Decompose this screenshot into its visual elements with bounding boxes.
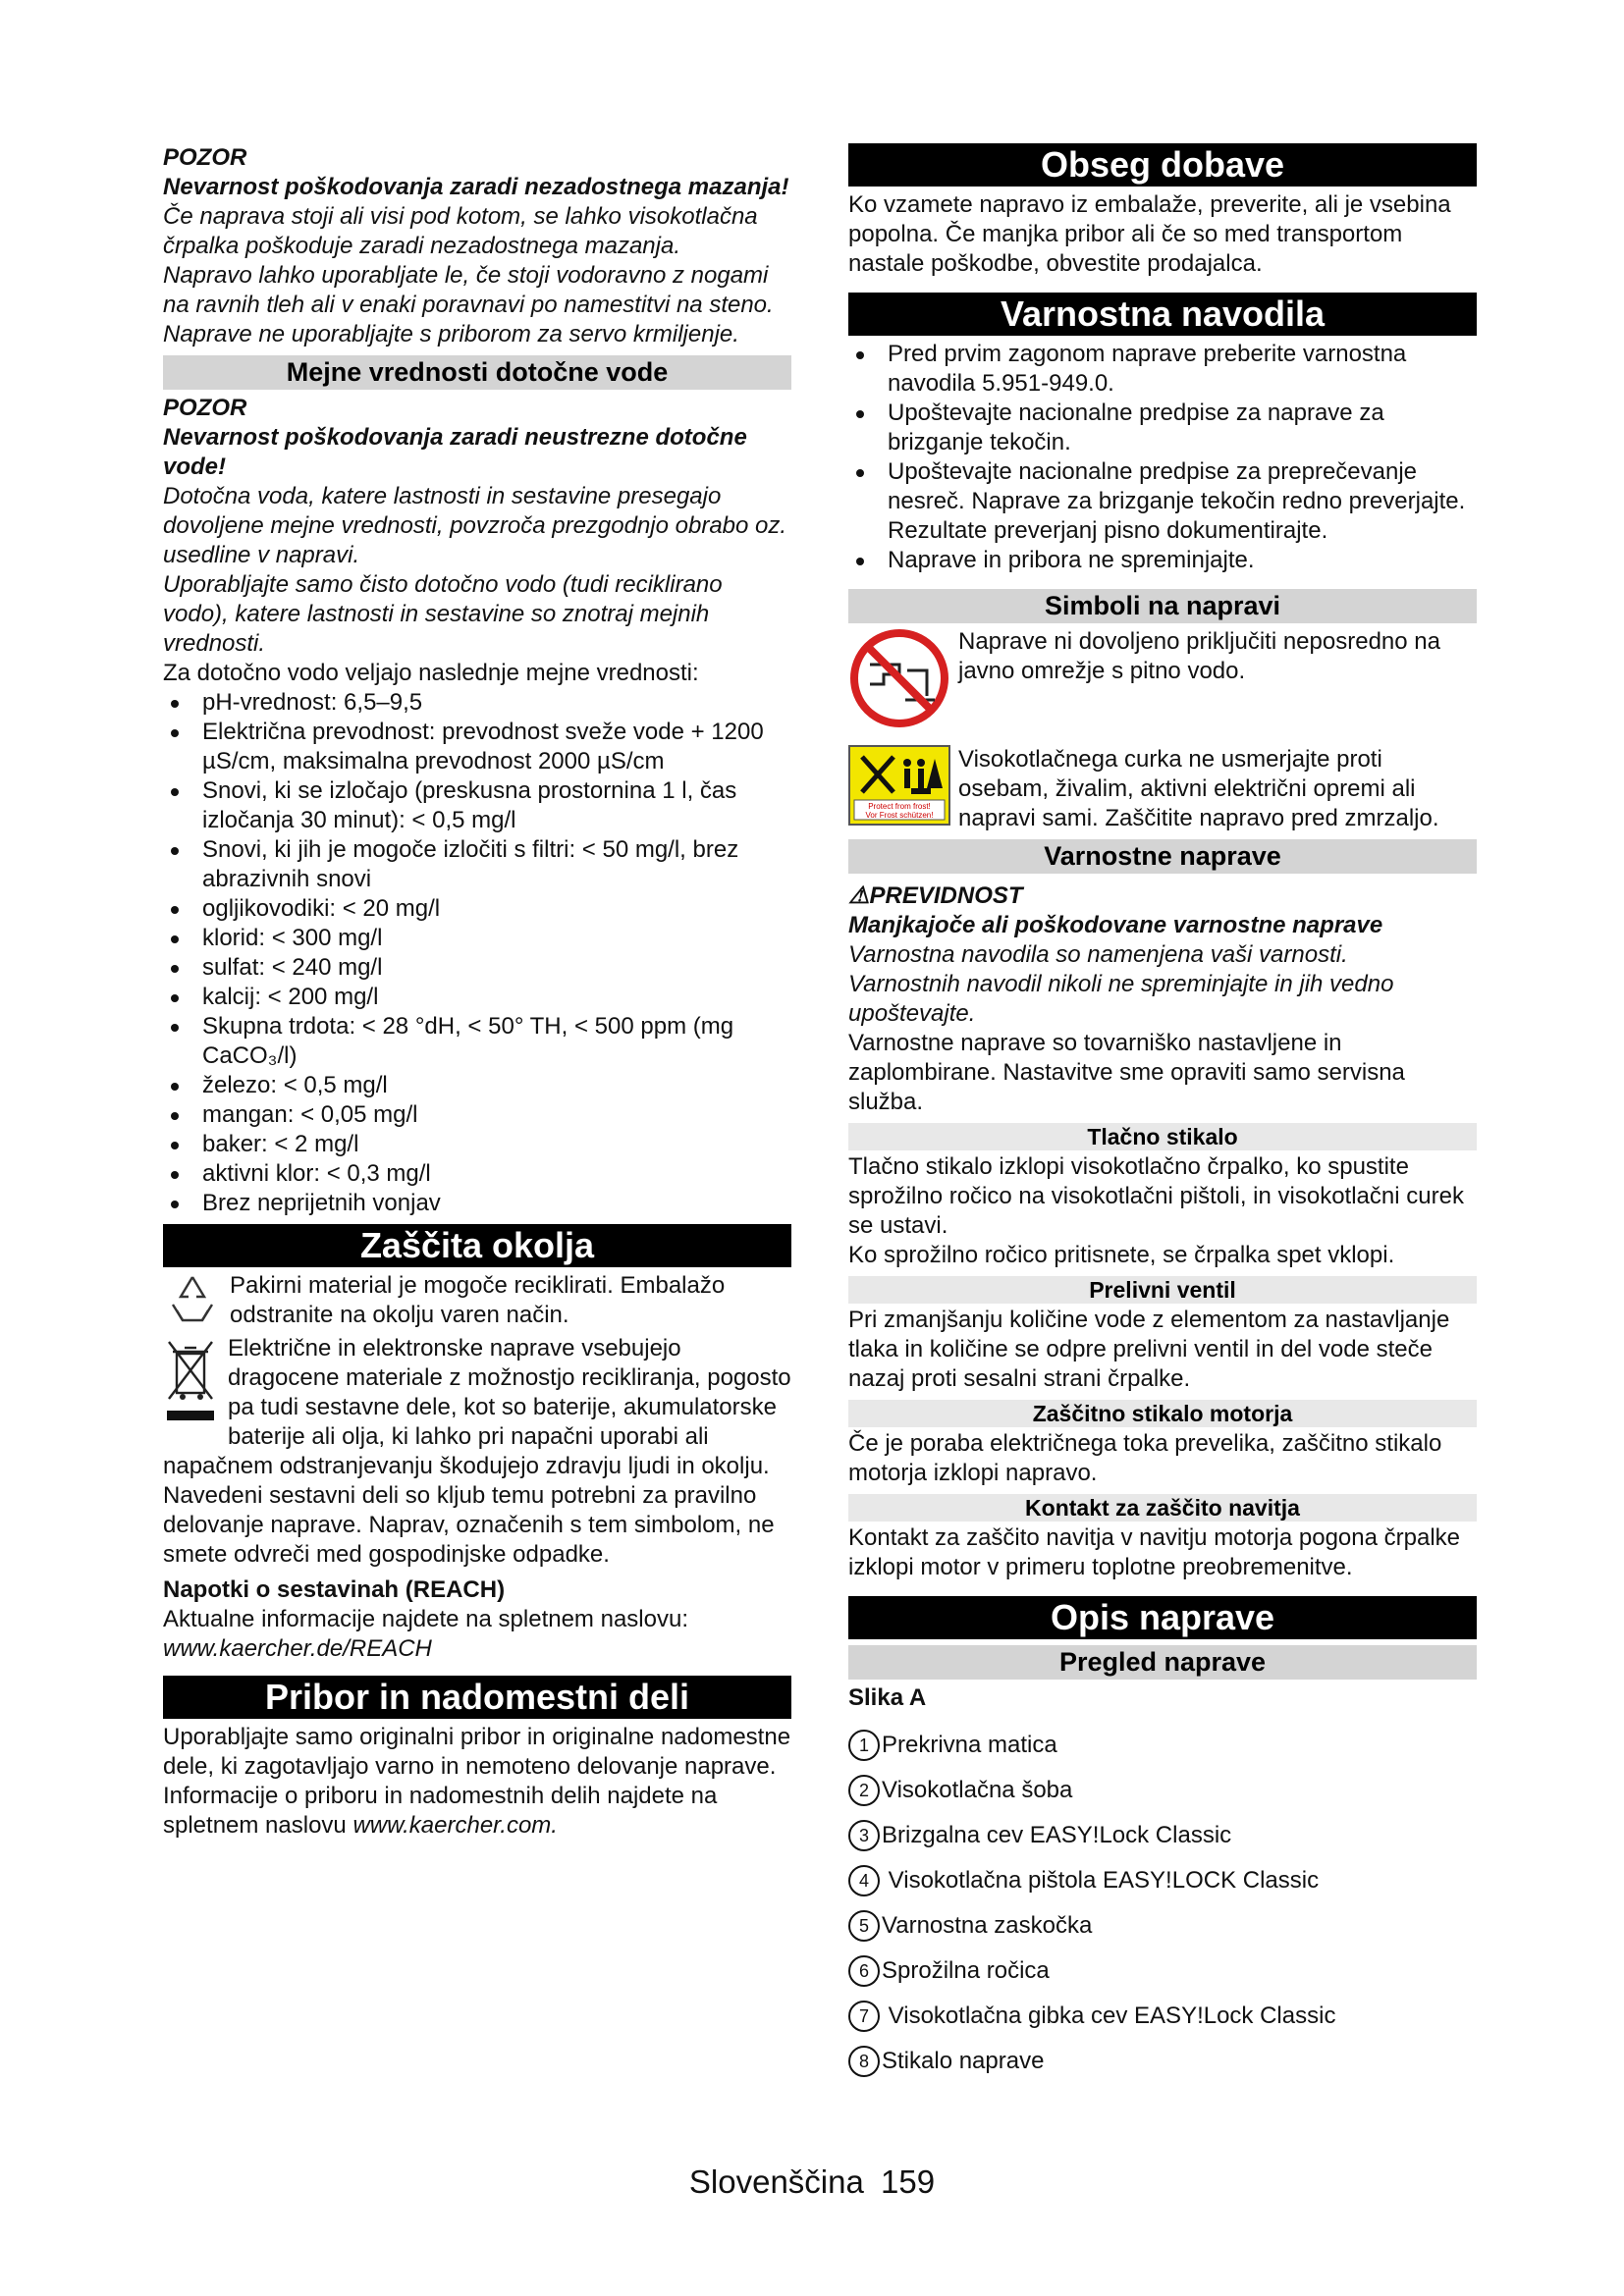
subheading-motor-switch: Zaščitno stikalo motorja bbox=[848, 1400, 1477, 1427]
legend-item bbox=[848, 1903, 1477, 1949]
pressure-switch-text: Tlačno stikalo izklopi visokotlačno črpalko, ko spustite sprožilno ročico na visokotlačni pištoli, in visokotlačni curek se ustavi. bbox=[848, 1153, 1464, 1239]
subheading-winding-contact: Kontakt za zaščito navitja bbox=[848, 1494, 1477, 1522]
callout-number: 2 bbox=[848, 1775, 880, 1806]
callout-number: 7 bbox=[848, 2001, 880, 2032]
legend-item bbox=[848, 1813, 1477, 1858]
legend-label: Brizgalna cev EASY!Lock Classic bbox=[882, 1822, 1232, 1848]
list-item: Električna prevodnost: prevodnost sveže vode + 1200 µS/cm, maksimalna prevodnost 2000 µS/cm bbox=[163, 718, 791, 776]
caution-line: Naprave ne uporabljajte s priborom za servo krmiljenje. bbox=[163, 321, 739, 347]
frost-label: Vor Frost schützen! bbox=[865, 811, 934, 820]
list-item: baker: < 2 mg/l bbox=[163, 1130, 791, 1159]
legend-label: Varnostna zaskočka bbox=[882, 1912, 1093, 1939]
list-item: Upoštevajte nacionalne predpise za naprave za brizganje tekočin. bbox=[848, 399, 1477, 457]
list-item: železo: < 0,5 mg/l bbox=[163, 1071, 791, 1100]
accessories-text: Uporabljajte samo originalni pribor in originalne nadomestne dele, ki zagotavljajo varno in nemoteno delovanje naprave. bbox=[163, 1724, 791, 1780]
caution-label: POZOR bbox=[163, 395, 247, 421]
legend-label: Sprožilna ročica bbox=[882, 1957, 1050, 1984]
list-item: Pred prvim zagonom naprave preberite varnostna navodila 5.951-949.0. bbox=[848, 340, 1477, 399]
section-heading-devices: Varnostne naprave bbox=[848, 839, 1477, 874]
list-item: Skupna trdota: < 28 °dH, < 50° TH, < 500 ppm (mg CaCO₃/l) bbox=[163, 1012, 791, 1071]
legend-item bbox=[848, 2039, 1477, 2084]
accessories-info: Informacije o priboru in nadomestnih delih najdete na spletnem naslovu bbox=[163, 1783, 718, 1839]
section-heading-safety: Varnostna navodila bbox=[848, 293, 1477, 336]
warning-label: ⚠PREVIDNOST bbox=[848, 882, 1023, 909]
section-heading-accessories: Pribor in nadomestni deli bbox=[163, 1676, 791, 1719]
legend-item bbox=[848, 1994, 1477, 2039]
no-drinking-water-icon bbox=[848, 627, 950, 737]
accessories-text bbox=[163, 1782, 791, 1841]
list-item: sulfat: < 240 mg/l bbox=[163, 953, 791, 983]
left-column bbox=[163, 143, 791, 1841]
winding-text: Kontakt za zaščito navitja v navitju motorja pogona črpalke izklopi motor v primeru toplotne preobremenitve. bbox=[848, 1524, 1461, 1580]
jet-warning-icon bbox=[848, 745, 950, 833]
overflow-text: Pri zmanjšanju količine vode z elementom za nastavljanje tlaka in količine se odpre prelivni ventil in del vode steče nazaj proti sesalni strani črpalke. bbox=[848, 1307, 1450, 1392]
section-heading-symbols: Simboli na napravi bbox=[848, 589, 1477, 623]
warning-title: Manjkajoče ali poškodovane varnostne naprave bbox=[848, 912, 1383, 938]
safety-list bbox=[848, 340, 1477, 575]
list-item: Upoštevajte nacionalne predpise za preprečevanje nesreč. Naprave za brizganje tekočin redno preverjajte. Rezultate preverjanj pisno dokumentirajte. bbox=[848, 457, 1477, 546]
frost-label: Protect from frost! bbox=[868, 802, 931, 811]
list-item: ogljikovodiki: < 20 mg/l bbox=[163, 894, 791, 924]
legend-item bbox=[848, 1768, 1477, 1813]
recycle-text: Pakirni material je mogoče reciklirati. Embalažo odstranite na okolju varen način. bbox=[230, 1272, 726, 1328]
section-heading-description: Opis naprave bbox=[848, 1596, 1477, 1639]
weee-text: Električne in elektronske naprave vsebujejo dragocene materiale z možnostjo recikliranja, pogosto pa tudi sestavne dele, kot so baterije, akumulatorske baterije ali olja, ki lahko pri napačni uporabi ali napačnem odstranjevanju škodujejo zdravju ljudi in okolju. Navedeni sestavni deli so kljub temu potrebni za pravilno delovanje naprave. Naprav, označenih s tem simbolom, ne smete odvreči med gospodinjske odpadke. bbox=[163, 1335, 791, 1568]
callout-number: 8 bbox=[848, 2046, 880, 2077]
caution-title: Nevarnost poškodovanja zaradi nezadostnega mazanja! bbox=[163, 174, 789, 200]
symbol-text: Visokotlačnega curka ne usmerjajte proti osebam, živalim, aktivni električni opremi ali napravi sami. Zaščitite napravo pred zmrzaljo. bbox=[958, 746, 1439, 831]
water-intro: Za dotočno vodo veljajo naslednje mejne vrednosti: bbox=[163, 660, 699, 686]
water-note: Dotočna voda, katere lastnosti in sestavine presegajo dovoljene mejne vrednosti, povzroča prezgodnjo obrabo oz. usedline v napravi. bbox=[163, 483, 787, 568]
callout-number: 6 bbox=[848, 1955, 880, 1987]
section-heading-water-limits: Mejne vrednosti dotočne vode bbox=[163, 355, 791, 390]
page-footer bbox=[0, 2163, 1624, 2202]
caution-label: POZOR bbox=[163, 144, 247, 171]
callout-number: 5 bbox=[848, 1910, 880, 1942]
motor-text: Če je poraba električnega toka prevelika, zaščitno stikalo motorja izklopi napravo. bbox=[848, 1430, 1442, 1486]
devices-text: Varnostne naprave so tovarniško nastavljene in zaplombirane. Nastavitve sme opraviti samo servisna služba. bbox=[848, 1030, 1405, 1115]
caution-line: Napravo lahko uporabljate le, če stoji vodoravno z nogami na ravnih tleh ali v enaki poravnavi po namestitvi na steno. bbox=[163, 262, 774, 318]
reach-link[interactable]: www.kaercher.de/REACH bbox=[163, 1635, 432, 1662]
list-item: pH-vrednost: 6,5–9,5 bbox=[163, 688, 791, 718]
callout-number: 1 bbox=[848, 1730, 880, 1761]
legend-item bbox=[848, 1858, 1477, 1903]
list-item: Snovi, ki se izločajo (preskusna prostornina 1 l, čas izločanja 30 minut): < 0,5 mg/l bbox=[163, 776, 791, 835]
parts-legend bbox=[848, 1723, 1477, 2084]
scope-text: Ko vzamete napravo iz embalaže, preverite, ali je vsebina popolna. Če manjka pribor ali če so med transportom nastale poškodbe, obvestite prodajalca. bbox=[848, 191, 1451, 277]
water-note: Uporabljajte samo čisto dotočno vodo (tudi reciklirano vodo), katere lastnosti in sestavine so znotraj mejnih vrednosti. bbox=[163, 571, 723, 657]
pressure-switch-text: Ko sprožilno ročico pritisnete, se črpalka spet vklopi. bbox=[848, 1242, 1395, 1268]
caution-line: Če naprava stoji ali visi pod kotom, se lahko visokotlačna črpalka poškoduje zaradi nezadostnega mazanja. bbox=[163, 203, 758, 259]
subheading-pressure-switch: Tlačno stikalo bbox=[848, 1123, 1477, 1150]
reach-title: Napotki o sestavinah (REACH) bbox=[163, 1576, 506, 1603]
crossed-bin-icon bbox=[163, 1338, 218, 1436]
list-item: mangan: < 0,05 mg/l bbox=[163, 1100, 791, 1130]
callout-number: 4 bbox=[848, 1865, 880, 1896]
subheading-overflow-valve: Prelivni ventil bbox=[848, 1276, 1477, 1304]
devices-note: Varnostnih navodil nikoli ne spreminjajte in jih vedno upoštevajte. bbox=[848, 971, 1394, 1027]
right-column bbox=[848, 143, 1477, 2084]
legend-label: Visokotlačna gibka cev EASY!Lock Classic bbox=[882, 2002, 1336, 2029]
section-heading-scope: Obseg dobave bbox=[848, 143, 1477, 187]
recycle-block bbox=[163, 1271, 791, 1334]
list-item: klorid: < 300 mg/l bbox=[163, 924, 791, 953]
legend-item bbox=[848, 1723, 1477, 1768]
recycle-icon bbox=[163, 1271, 222, 1334]
kaercher-link[interactable]: www.kaercher.com. bbox=[352, 1812, 558, 1839]
legend-label: Visokotlačna šoba bbox=[882, 1777, 1073, 1803]
callout-number: 3 bbox=[848, 1820, 880, 1851]
caution-title: Nevarnost poškodovanja zaradi neustrezne dotočne vode! bbox=[163, 424, 747, 480]
list-item: Snovi, ki jih je mogoče izločiti s filtri: < 50 mg/l, brez abrazivnih snovi bbox=[163, 835, 791, 894]
symbol-drinking-water bbox=[848, 627, 1477, 737]
page-number: 159 bbox=[881, 2163, 936, 2200]
list-item: Brez neprijetnih vonjav bbox=[163, 1189, 791, 1218]
footer-language: Slovenščina bbox=[688, 2163, 864, 2200]
symbol-text: Naprave ni dovoljeno priključiti neposredno na javno omrežje s pitno vodo. bbox=[958, 628, 1440, 684]
legend-label: Prekrivna matica bbox=[882, 1732, 1057, 1758]
list-item: kalcij: < 200 mg/l bbox=[163, 983, 791, 1012]
reach-text: Aktualne informacije najdete na spletnem naslovu: bbox=[163, 1606, 688, 1632]
list-item: Naprave in pribora ne spreminjajte. bbox=[848, 546, 1477, 575]
devices-note: Varnostna navodila so namenjena vaši varnosti. bbox=[848, 941, 1348, 968]
subheading-overview: Pregled naprave bbox=[848, 1645, 1477, 1680]
legend-label: Visokotlačna pištola EASY!LOCK Classic bbox=[882, 1867, 1320, 1894]
legend-label: Stikalo naprave bbox=[882, 2048, 1045, 2074]
list-item: aktivni klor: < 0,3 mg/l bbox=[163, 1159, 791, 1189]
legend-item bbox=[848, 1949, 1477, 1994]
weee-block bbox=[163, 1334, 791, 1570]
section-heading-environment: Zaščita okolja bbox=[163, 1224, 791, 1267]
symbol-jet-warning bbox=[848, 745, 1477, 833]
figure-label: Slika A bbox=[848, 1684, 927, 1711]
water-limits-list bbox=[163, 688, 791, 1218]
